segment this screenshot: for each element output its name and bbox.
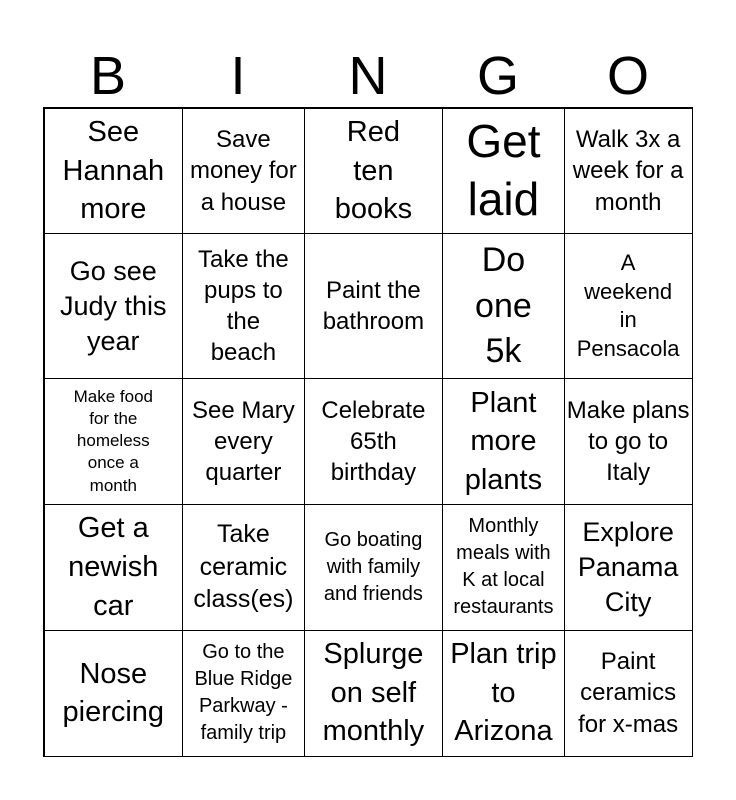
- bingo-cell[interactable]: Nose piercing: [44, 630, 184, 757]
- header-letter-i: I: [230, 46, 246, 106]
- bingo-grid: [43, 107, 693, 757]
- bingo-cell[interactable]: Get laid: [442, 108, 565, 235]
- bingo-cell[interactable]: A weekend in Pensacola: [564, 233, 693, 379]
- bingo-cell[interactable]: Do one 5k: [442, 233, 565, 379]
- bingo-cell[interactable]: Red ten books: [304, 108, 443, 235]
- header-letter-n: N: [348, 46, 388, 106]
- bingo-cell[interactable]: Walk 3x a week for a month: [564, 108, 693, 235]
- bingo-cell[interactable]: Plant more plants: [442, 378, 565, 505]
- bingo-cell[interactable]: Plan trip to Arizona: [442, 630, 565, 757]
- bingo-cell[interactable]: See Hannah more: [44, 108, 184, 235]
- bingo-cell[interactable]: Monthly meals with K at local restaurants: [442, 504, 565, 631]
- bingo-cell[interactable]: Paint the bathroom: [304, 233, 443, 379]
- bingo-header: [43, 44, 693, 108]
- bingo-cell[interactable]: Take the pups to the beach: [182, 233, 305, 379]
- bingo-cell[interactable]: Explore Panama City: [564, 504, 693, 631]
- bingo-cell[interactable]: Celebrate 65th birthday: [304, 378, 443, 505]
- bingo-cell[interactable]: Paint ceramics for x-mas: [564, 630, 693, 757]
- bingo-cell[interactable]: Take ceramic class(es): [182, 504, 305, 631]
- header-letter-b: B: [89, 46, 127, 106]
- bingo-cell[interactable]: Get a newish car: [44, 504, 184, 631]
- header-letter-o: O: [606, 46, 649, 106]
- bingo-cell[interactable]: Make food for the homeless once a month: [44, 378, 184, 505]
- bingo-cell[interactable]: See Mary every quarter: [182, 378, 305, 505]
- bingo-cell[interactable]: Save money for a house: [182, 108, 305, 235]
- bingo-cell[interactable]: Make plans to go to Italy: [564, 378, 693, 505]
- bingo-cell[interactable]: Go boating with family and friends: [304, 504, 443, 631]
- bingo-cell[interactable]: Splurge on self monthly: [304, 630, 443, 757]
- bingo-cell[interactable]: Go to the Blue Ridge Parkway - family trip: [182, 630, 305, 757]
- header-letter-g: G: [476, 46, 519, 106]
- bingo-cell[interactable]: Go see Judy this year: [44, 233, 184, 379]
